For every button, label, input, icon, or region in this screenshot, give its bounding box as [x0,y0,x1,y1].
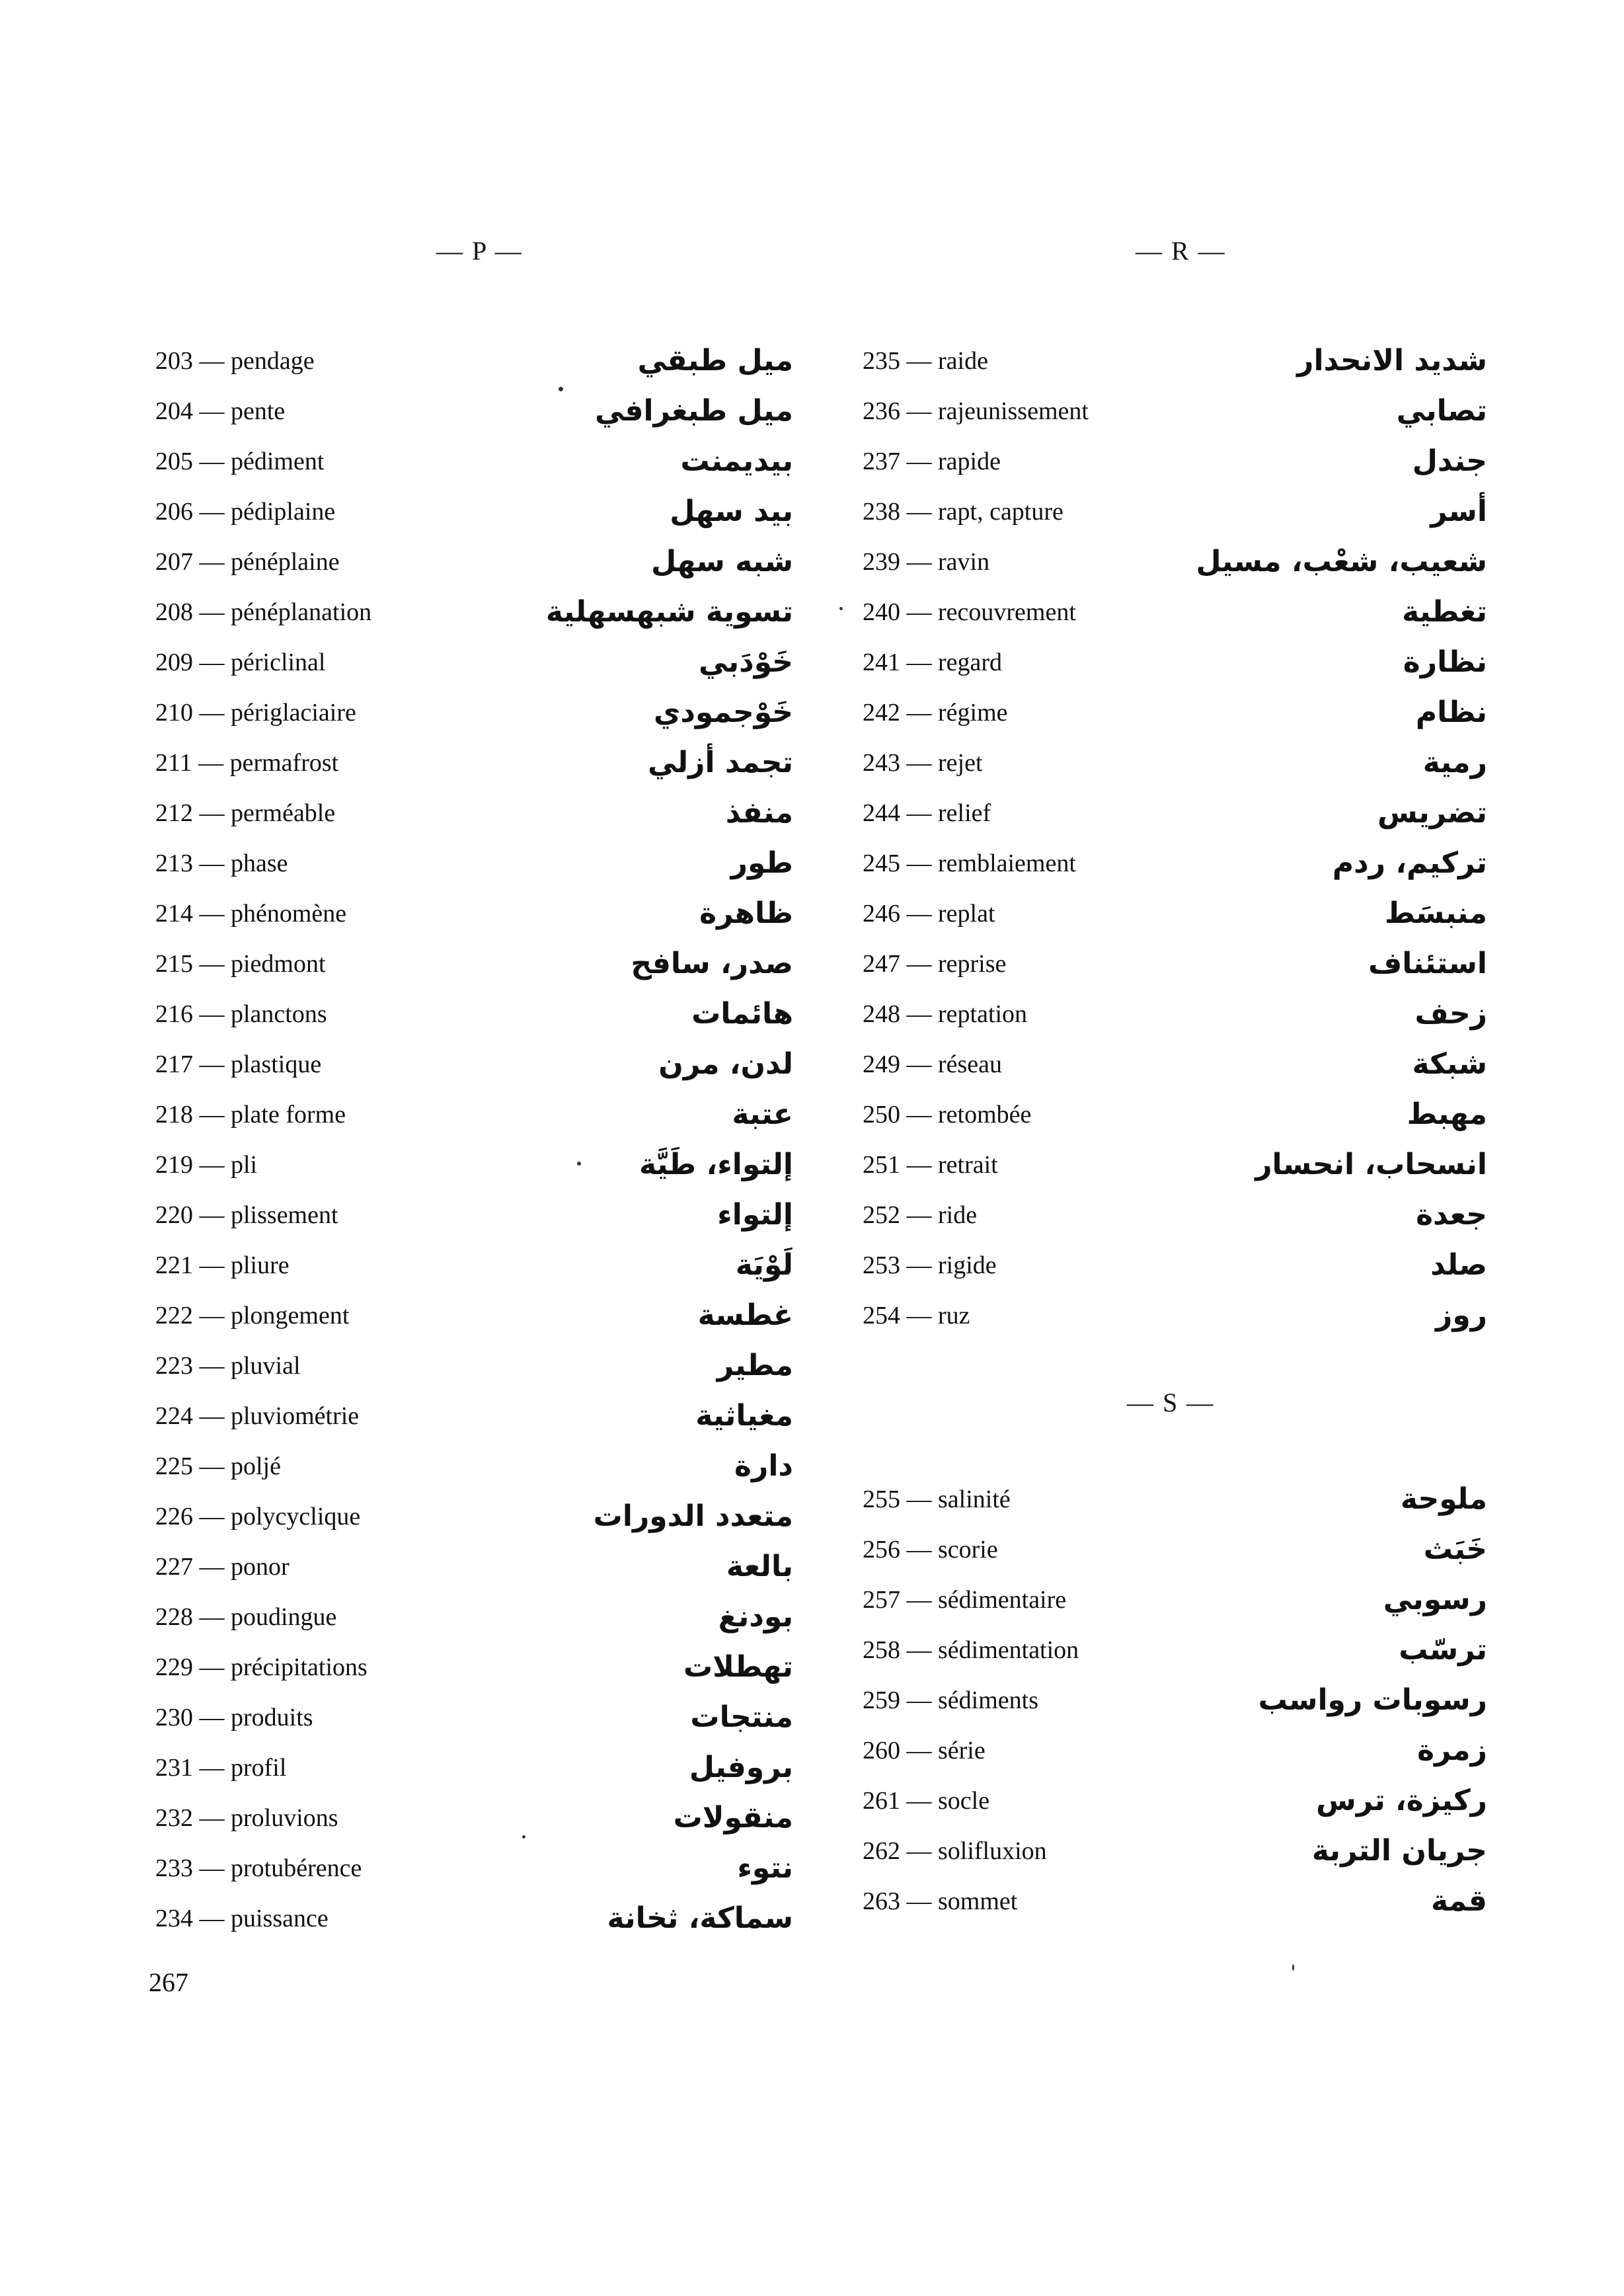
right-arabic-column-r [1177,336,1487,1341]
entry-term-fr: 232 — proluvions [155,1804,338,1832]
left-french-column [155,336,525,1944]
entry-term-fr: 207 — pénéplaine [155,548,340,576]
entry-term-ar: شبه سهل [651,545,793,578]
entry-term-ar: صدر، سافح [631,947,793,980]
entry-term-ar: لَوْيَة [735,1248,793,1282]
entry-term-fr: 237 — rapide [863,448,1001,475]
entry-term-ar: غطسة [697,1298,793,1332]
entry-term-ar: بروفيل [689,1751,793,1784]
entry-term-fr: 203 — pendage [155,347,315,375]
entry-term-fr: 226 — polycyclique [155,1503,361,1530]
section-header-s: — S — [1127,1388,1215,1417]
entry-term-fr: 214 — phénomène [155,900,347,928]
entry-term-fr: 228 — poudingue [155,1603,337,1631]
scan-speck [559,387,563,391]
entry-term-ar: سماكة، ثخانة [607,1901,793,1935]
entry-term-fr: 248 — reptation [863,1000,1028,1028]
entry-term-ar: شبكة [1412,1047,1487,1081]
entry-term-fr: 217 — plastique [155,1050,322,1078]
entry-term-ar: نظام [1415,695,1487,729]
entry-term-ar: صلد [1430,1248,1487,1282]
entry-term-ar: رمية [1422,746,1487,779]
entry-term-ar: مهبط [1407,1097,1487,1131]
right-arabic-column-s [1177,1474,1487,1926]
entry-term-ar: شديد الانحدار [1297,344,1487,377]
entry-term-fr: 218 — plate forme [155,1101,346,1128]
entry-term-ar: ظاهرة [699,896,793,930]
entry-term-ar: تهطلات [683,1650,793,1684]
entry-term-fr: 229 — précipitations [155,1653,367,1681]
entry-term-fr: 250 — retombée [863,1101,1032,1128]
entry-term-fr: 239 — ravin [863,548,990,576]
entry-term-ar: جعدة [1416,1198,1487,1232]
entry-term-fr: 234 — puissance [155,1905,329,1932]
entry-term-ar: دارة [734,1449,793,1483]
entry-term-fr: 260 — série [863,1737,986,1764]
entry-term-ar: تجمد أزلي [648,746,793,779]
entry-term-ar: منقولات [673,1801,793,1835]
entry-term-fr: 209 — périclinal [155,649,326,676]
entry-term-fr: 251 — retrait [863,1151,998,1179]
entry-term-ar: جريان التربة [1311,1834,1487,1868]
entry-term-ar: منفذ [725,796,793,830]
entry-term-ar: تغطية [1402,595,1487,629]
left-arabic-column [529,336,793,1944]
entry-term-ar: مغياثية [695,1399,793,1433]
entry-term-ar: شعيب، شعْب، مسيل [1196,545,1487,578]
entry-term-ar: أسر [1430,495,1487,528]
entry-term-fr: 205 — pédiment [155,448,325,475]
entry-term-ar: بودنغ [718,1600,793,1634]
entry-term-fr: 238 — rapt, capture [863,498,1063,526]
entry-term-fr: 224 — pluviométrie [155,1402,360,1430]
entry-term-fr: 233 — protubérence [155,1854,362,1882]
entry-term-ar: بالعة [726,1550,793,1583]
entry-term-ar: إلتواء [717,1198,793,1232]
entry-term-fr: 256 — scorie [863,1536,998,1564]
entry-term-fr: 221 — pliure [155,1251,290,1279]
scan-speck [1292,1964,1294,1971]
entry-term-fr: 220 — plissement [155,1201,338,1229]
entry-term-fr: 231 — profil [155,1754,287,1782]
entry-term-fr: 244 — relief [863,799,991,827]
entry-term-fr: 215 — piedmont [155,950,326,978]
entry-term-fr: 225 — poljé [155,1452,281,1480]
entry-term-fr: 210 — périglaciaire [155,699,356,727]
entry-term-ar: منبسَط [1384,896,1487,930]
entry-term-fr: 261 — socle [863,1787,990,1815]
entry-term-fr: 216 — planctons [155,1000,327,1028]
entry-term-fr: 259 — sédiments [863,1686,1038,1714]
entry-term-fr: 252 — ride [863,1201,978,1229]
entry-term-fr: 213 — phase [155,850,288,877]
entry-term-ar: ركيزة، ترس [1316,1784,1487,1817]
entry-term-ar: قمة [1431,1884,1487,1918]
entry-term-fr: 235 — raide [863,347,988,375]
entry-term-fr: 240 — recouvrement [863,598,1076,626]
entry-term-fr: 208 — pénéplanation [155,598,372,626]
entry-term-ar: تسوية شبهسهلية [545,595,793,629]
entry-term-ar: خَبَث [1423,1532,1487,1566]
section-header-p: — P — [436,236,523,266]
entry-term-ar: نتوء [737,1851,793,1885]
entry-term-ar: بيد سهل [670,495,793,528]
entry-term-ar: تركيم، ردم [1332,846,1487,880]
entry-term-fr: 230 — produits [155,1704,313,1731]
entry-term-fr: 246 — replat [863,900,995,928]
entry-term-ar: خَوْدَبي [699,645,793,679]
entry-term-ar: ترسّب [1399,1633,1487,1667]
entry-term-fr: 242 — régime [863,699,1008,727]
entry-term-ar: زحف [1414,997,1487,1031]
entry-term-fr: 253 — rigide [863,1251,997,1279]
entry-term-fr: 243 — rejet [863,749,983,777]
entry-term-fr: 222 — plongement [155,1302,350,1329]
entry-term-fr: 263 — sommet [863,1887,1018,1915]
entry-term-ar: منتجات [690,1700,793,1734]
entry-term-ar: هائمات [691,997,793,1031]
entry-term-fr: 212 — perméable [155,799,336,827]
entry-term-fr: 236 — rajeunissement [863,397,1089,425]
entry-term-ar: زمرة [1417,1733,1487,1767]
entry-term-fr: 247 — reprise [863,950,1007,978]
entry-term-fr: 223 — pluvial [155,1352,301,1380]
entry-term-fr: 245 — remblaiement [863,850,1076,877]
entry-term-ar: انسحاب، انحسار [1255,1148,1487,1181]
scan-speck [839,607,843,610]
entry-term-ar: رسوبات رواسب [1258,1683,1487,1717]
entry-term-ar: رسوبي [1383,1583,1487,1616]
entry-term-ar: بيديمنت [680,444,793,478]
entry-term-fr: 257 — sédimentaire [863,1586,1067,1614]
entry-term-fr: 249 — réseau [863,1050,1003,1078]
scan-speck [577,1162,581,1166]
entry-term-fr: 227 — ponor [155,1553,290,1581]
page-number: 267 [149,1967,188,1997]
entry-term-ar: خَوْجمودي [654,695,793,729]
entry-term-ar: تضريس [1377,796,1487,830]
section-header-r: — R — [1136,236,1226,266]
entry-term-ar: عتبة [732,1097,793,1131]
entry-term-ar: متعدد الدورات [593,1499,793,1533]
entry-term-ar: نظارة [1403,645,1487,679]
entry-term-ar: طور [730,846,793,880]
entry-term-fr: 219 — pli [155,1151,258,1179]
entry-term-fr: 258 — sédimentation [863,1636,1079,1664]
entry-term-ar: مطير [716,1349,793,1382]
entry-term-ar: جندل [1412,444,1487,478]
entry-term-fr: 211 — permafrost [155,749,339,777]
entry-term-ar: ميل طبغرافي [595,394,793,428]
entry-term-ar: إلتواء، طَيَّة [639,1148,793,1181]
entry-term-fr: 262 — solifluxion [863,1837,1047,1865]
entry-term-fr: 204 — pente [155,397,286,425]
entry-term-ar: لدن، مرن [658,1047,793,1081]
entry-term-ar: استئناف [1368,947,1487,980]
entry-term-fr: 241 — regard [863,649,1003,676]
entry-term-ar: تصابي [1396,394,1487,428]
entry-term-ar: ملوحة [1400,1482,1487,1516]
scan-speck [522,1835,525,1839]
entry-term-ar: روز [1435,1298,1487,1332]
entry-term-ar: ميل طبقي [637,344,793,377]
entry-term-fr: 255 — salinité [863,1485,1011,1513]
entry-term-fr: 254 — ruz [863,1302,970,1329]
entry-term-fr: 206 — pédiplaine [155,498,336,526]
